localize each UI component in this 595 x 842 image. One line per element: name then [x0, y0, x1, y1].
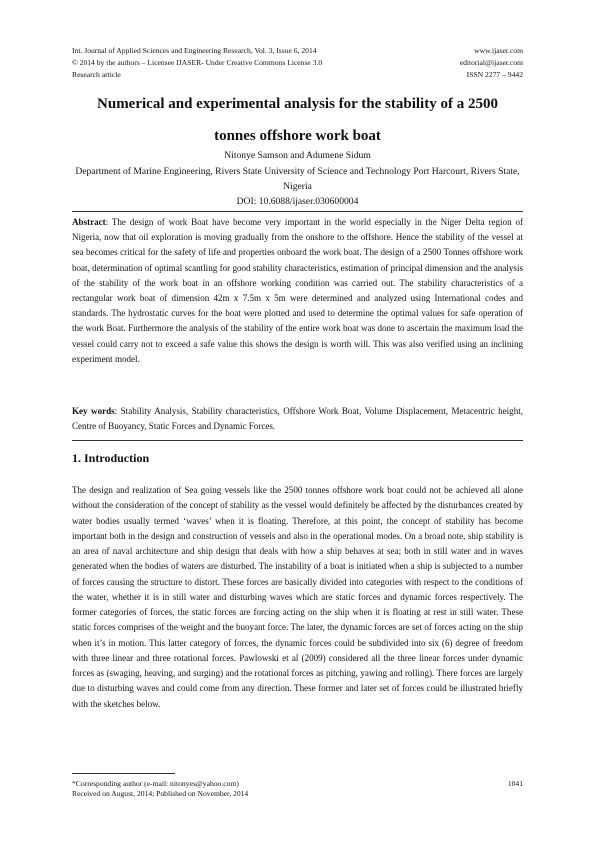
- journal-citation: Int. Journal of Applied Sciences and Engineering Research, Vol. 3, Issue 6, 2014: [72, 46, 317, 55]
- keywords-label: Key words: [72, 406, 115, 416]
- paper-title-line-1: Numerical and experimental analysis for the stability of a 2500: [97, 96, 498, 112]
- journal-email: editorial@ijaser.com: [459, 58, 523, 67]
- paper-title-line-2: tonnes offshore work boat: [214, 128, 381, 144]
- divider-bottom: [72, 440, 523, 441]
- journal-website: www.ijaser.com: [474, 46, 523, 55]
- divider-top: [72, 211, 523, 212]
- journal-header-row-3: [72, 70, 523, 80]
- license-line: © 2014 by the authors – Licensee IJASER- Under Creative Commons License 3.0: [72, 58, 323, 67]
- footnote-divider: [72, 773, 175, 774]
- section-heading-introduction: 1. Introduction: [72, 451, 150, 465]
- keywords: [72, 404, 523, 434]
- authors: Nitonye Samson and Adumene Sidum: [224, 150, 371, 161]
- introduction-paragraph: The design and realization of Sea going vessels like the 2500 tonnes offshore work boat could not be achieved all alone without the consideration of the concept of stability as the vessel would definitely be affected by the disturbances created by water bodies usually termed ‘waves’ when it is floating. Therefore, at this point, the concept of stability has become important both in the design and construction of vessels and also in the operational modes. On a broad note, ship stability is an area of naval architecture and ship design that deals with how a ship behaves at sea; both in still water and in waves generated when the bodies of waters are disturbed. The instability of a boat is initiated when a ship is subjected to a number of forces causing the structure to distort. These forces are basically divided into categories with respect to the conditions of the water, whether it is in still water and disturbing waves which are static forces and dynamic forces respectively. The former categories of forces, the static forces are forcing acting on the ship when it is floating at rest in still water. These static forces comprises of the weight and the buoyant force. The later, the dynamic forces are set of forces acting on the ship when it’s in motion. This latter category of forces, the dynamic forces could be subdivided into six (6) degree of freedom with three linear and three rotational forces. Pawlowski et al (2009) considered all the three linear forces under dynamic forces as (swaging, heaving, and surging) and the rotational forces as pitching, yawing and rolling). There forces are largely due to disturbing waves and could come from any direction. These former and later set of forces could be illustrated briefly with the sketches below.: [72, 485, 523, 709]
- abstract: [72, 215, 523, 367]
- doi: DOI: 10.6088/ijaser.030600004: [236, 196, 359, 207]
- page-number: 1041: [507, 779, 523, 788]
- keywords-text: : Stability Analysis, Stability characteristics, Offshore Work Boat, Volume Displacement, Metacentric height, Centre of Buoyancy, Static Forces and Dynamic Forces.: [72, 406, 523, 432]
- corresponding-author-note: *Corresponding author (e-mail: nitonyes@yahoo.com): [72, 779, 239, 788]
- abstract-text: : The design of work Boat have become very important in the world especially in the Niger Delta region of Nigeria, now that oil exploration is moving gradually from the onshore to the offshore. Hence the stability of the vessel at sea becomes critical for the safety of life and properties onboard the work boat. The design of a 2500 Tonnes offshore work boat, determination of optimal scantling for good stability characteristics, estimation of principal dimension and the analysis of the stability of the work boat in an offshore working condition was carried out. The stability characteristics of a rectangular work boat of dimension 42m x 7.5m x 5m were determined and analyzed using International codes and standards. The hydrostatic curves for the boat were plotted and used to determine the optimal values for safe operation of the work Boat. Furthermore the analysis of the stability of the entire work boat was done to ascertain the maximum load the vessel could carry not to exceed a safe value this shows the design is worth will. This was also verified using an inclining experiment model.: [72, 217, 523, 364]
- paper-title: [60, 88, 535, 152]
- affiliation: Department of Marine Engineering, Rivers State University of Science and Technology Port Harcourt, Rivers State, Nigeria: [75, 166, 520, 192]
- issn: ISSN 2277 – 9442: [466, 70, 523, 79]
- received-published-note: Received on August, 2014; Published on November, 2014: [72, 789, 249, 798]
- article-type: Research article: [72, 70, 121, 79]
- journal-header-row-2: [72, 58, 523, 68]
- journal-header-row-1: [72, 46, 523, 56]
- abstract-label: Abstract: [72, 217, 106, 227]
